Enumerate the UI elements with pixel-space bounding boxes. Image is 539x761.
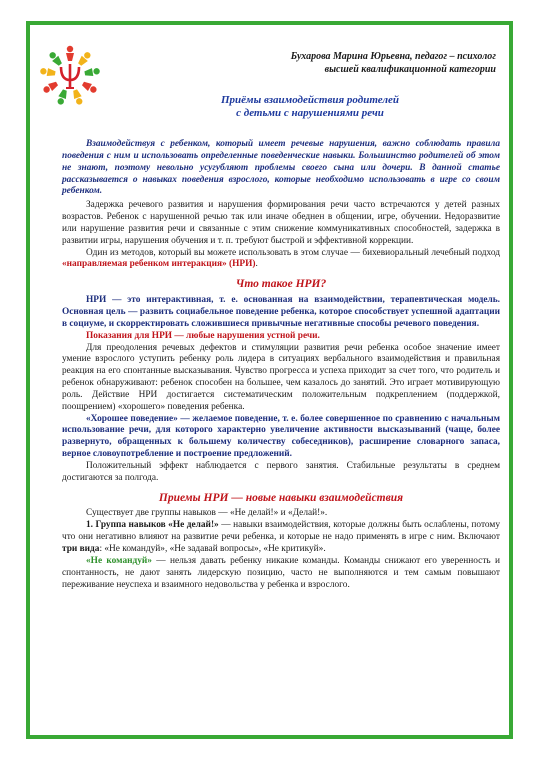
good-behavior-paragraph — [62, 414, 500, 461]
paragraph-4: Положительный эффект наблюдается с первого занятия. Стабильные результаты в среднем достигаются за полгода. — [62, 460, 500, 483]
nri-term: «направляемая ребенком интеракция» (НРИ) — [62, 259, 256, 270]
group-1-label: 1. Группа навыков «Не делай!» — [86, 520, 219, 531]
page-title — [190, 94, 430, 120]
group-1-bold: три вида — [62, 544, 100, 554]
group-1-text-a: — навыки взаимодействия, которые должны быть ослаблены, потому что они негативно влияют на развитие речи ребенка, и которые не надо применять в игре с ним. Включают — [62, 520, 501, 543]
author-name: Бухарова Марина Юрьевна, педагог – психолог — [290, 51, 496, 62]
paragraph-5: Существует две группы навыков — «Не делай!» и «Делай!». — [86, 508, 328, 519]
indications: Показания для НРИ — любые нарушения устной речи. — [86, 330, 320, 341]
group-1-paragraph — [62, 520, 500, 556]
article-body — [62, 139, 500, 591]
no-command-text: — нельзя давать ребенку никакие команды. Команды снижают его уверенность и спонтанность, не дают занять лидерскую позицию, часто не выполняются и тем самым повышают переживание неуспеха и взаимного недовольства у ребенка и взрослого. — [62, 555, 500, 590]
paragraph-1: Задержка речевого развития и нарушения формирования речи часто встречаются у детей разных возрастов. Ребенок с нарушенной речью так или иначе обеднен в общении, игре, обучении. Недоразвитие или нарушение развития речи и связанные с этим снижение коммуникативных способностей, задержка в развитии игры, нарушения обучения и т. п. требуют быстрой и эффективной коррекции. — [62, 200, 500, 246]
para2-text: Один из методов, который вы можете использовать в этом случае — бихевиоральный лечебный подход — [86, 247, 500, 258]
good-behavior-term: «Хорошее поведение» — [86, 413, 178, 424]
paragraph-2 — [62, 248, 500, 272]
heading-what-is-nri: Что такое НРИ? — [235, 278, 327, 291]
intro-paragraph: Взаимодействуя с ребенком, который имеет речевые нарушения, важно соблюдать правила поведения с ним и использовать определенные поведенческие навыки. Большинство родителей об этом не знают, поэтому невольно усугубляют проблемы своего сына или дочери. В данной статье рассказывается о навыках поведения взрослого, которые необходимо использовать в игре со своим ребенком. — [62, 139, 500, 197]
nri-definition: НРИ — это интерактивная, т. е. основанная на взаимодействии, терапевтическая модель. Основная цель — развить социабельное поведение ребенка, которое способствует успешной адаптации в социуме, и скорректировать сложившиеся привычные негативные способы речевого поведения. — [62, 295, 500, 329]
group-1-text-b: : «Не командуй», «Не задавай вопросы», «Не критикуй». — [99, 544, 326, 554]
no-command-term: «Не командуй» — [86, 555, 152, 566]
author-qualification: высшей квалификационной категории — [324, 63, 496, 75]
author-block — [200, 51, 496, 76]
title-line-1: Приёмы взаимодействия родителей — [221, 94, 399, 106]
heading-nri-techniques: Приемы НРИ — новые навыки взаимодействия — [158, 491, 404, 504]
para2-end: . — [255, 259, 258, 270]
good-behavior-definition: — желаемое поведение, т. е. более совершенное по сравнению с начальным использование речи, для которого характерно увеличение активности высказываний (чаще, более развернуто, обращенных к большему количеству собеседников), расширение словарного запаса, верное словоупотребление и построение предложений. — [62, 413, 500, 460]
title-line-2: с детьми с нарушениями речи — [236, 107, 384, 119]
no-command-paragraph — [62, 556, 500, 592]
psi-people-wreath-icon — [36, 42, 104, 110]
paragraph-3: Для преодоления речевых дефектов и стимуляции развития речи ребенка особое значение имеет умение взрослого уступить ребенку роль лидера в ситуациях вербального взаимодействия и правильная реакция на его спонтанные высказывания. Чувство прогресса и успеха приходит за счет того, что родитель и ребенок обнаруживают: ребенок способен на большее, чем казалось до занятий. Это играет мотивирующую роль. Действие НРИ достигается систематическим положительным подкреплением (поддержкой, поощрением) «хорошего» поведения ребенка. — [62, 342, 500, 412]
